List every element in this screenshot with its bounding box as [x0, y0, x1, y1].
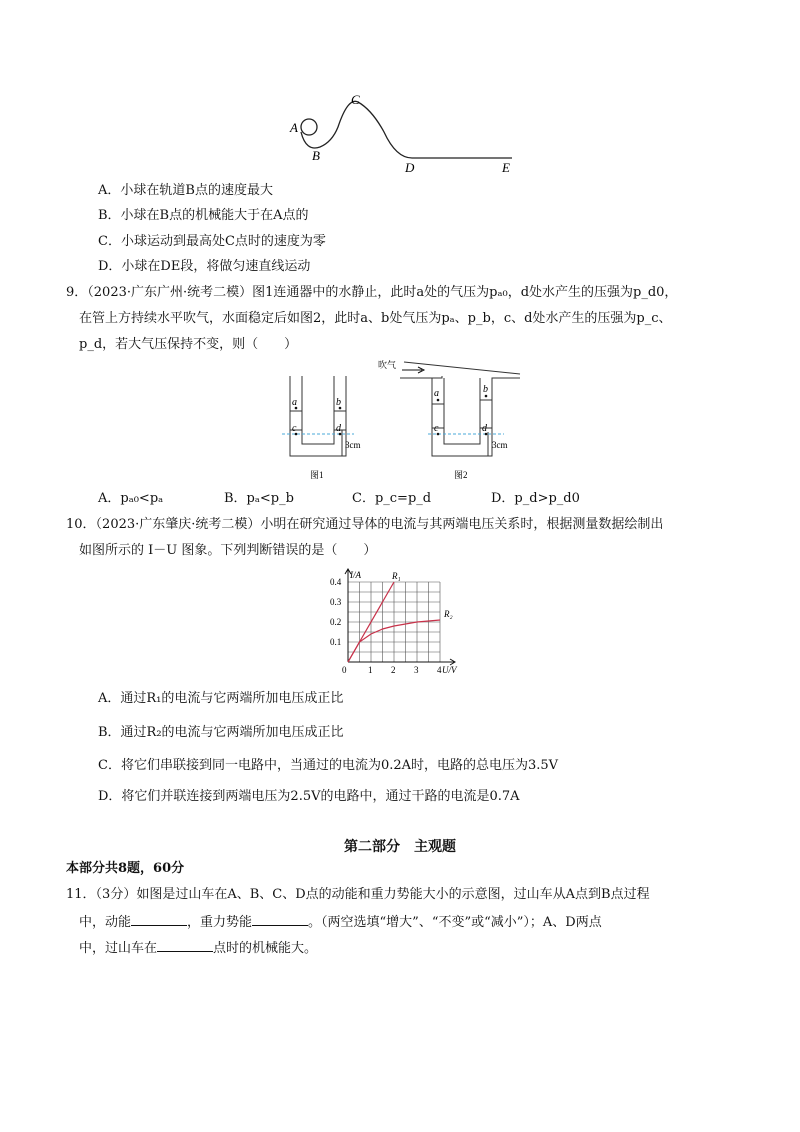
q9-option-c: C．p_c=p_d: [352, 491, 432, 506]
q8-option-d: D．小球在DE段，将做匀速直线运动: [98, 259, 311, 274]
q11-text-3: 。（两空选填“增大”、“不变”或“减小”）；A、D两点: [308, 915, 602, 930]
y-tick-label: 0.4: [330, 577, 342, 587]
iu-chart: [320, 566, 470, 678]
y-axis-label: I/A: [350, 570, 361, 580]
q11-blank-point[interactable]: [157, 939, 213, 952]
q8-option-b: B．小球在B点的机械能大于在A点的: [98, 208, 309, 223]
fig2-label-a: a: [434, 388, 439, 399]
fig2-label-d: d: [482, 423, 487, 434]
q10-option-b: B．通过R₂的电流与它两端所加电压成正比: [98, 725, 344, 740]
label-d: D: [405, 160, 415, 174]
x-tick-label: 2: [391, 665, 396, 675]
q11-blank-kinetic[interactable]: [131, 913, 187, 926]
q11-text-2: ，重力势能: [187, 915, 253, 930]
q10-option-c: C．将它们串联接到同一电路中，当通过的电流为0.2A时，电路的总电压为3.5V: [98, 758, 559, 773]
q8-option-a: A．小球在轨道B点的速度最大: [98, 183, 273, 198]
part2-title: 第二部分 主观题: [344, 839, 456, 855]
connector-figures: [282, 356, 532, 484]
x-tick-label: 3: [414, 665, 419, 675]
y-tick-label: 0.1: [330, 637, 342, 647]
fig1-label-d: d: [336, 423, 341, 434]
fig2-label-b: b: [483, 384, 488, 395]
label-b: B: [312, 148, 320, 163]
q9-stem-line1: 9．（2023·广东广州·统考二模）图1连通器中的水静止，此时a处的气压为pₐ₀，d处水产生的压强为p_d0，: [66, 285, 678, 300]
x-axis-label: U/V: [442, 665, 457, 675]
fig1-height: 3cm: [345, 440, 361, 450]
fig2-label-c: c: [434, 423, 439, 434]
q11-stem-line1: 11．（3分）如图是过山车在A、B、C、D点的动能和重力势能大小的示意图，过山车从A点到B点过程: [66, 887, 650, 902]
q11-blank-potential[interactable]: [252, 913, 308, 926]
q11-text-5: 点时的机械能大。: [213, 941, 318, 956]
fig2-height: 3cm: [492, 440, 508, 450]
label-a: A: [290, 120, 298, 135]
label-e: E: [502, 160, 510, 174]
q10-option-a: A．通过R₁的电流与它两端所加电压成正比: [98, 691, 344, 706]
q10-stem-line2: 如图所示的 I－U 图象。下列判断错误的是（ ）: [79, 543, 377, 558]
q11-stem-line3: [79, 939, 317, 957]
q9-stem-line2: 在管上方持续水平吹气，水面稳定后如图2，此时a、b处气压为pₐ、p_b，c、d处水产生的压强为p_c、: [79, 311, 672, 326]
x-tick-label: 4: [437, 665, 442, 675]
q11-text-1: 中，动能: [79, 915, 132, 930]
x-tick-label: 1: [368, 665, 373, 675]
q11-stem-line2: [79, 913, 602, 931]
blow-label: 吹气: [378, 360, 397, 370]
label-c: C: [351, 92, 360, 107]
q9-option-a: A．pₐ₀<pₐ: [98, 491, 164, 506]
fig2-caption: 图2: [454, 470, 468, 480]
q8-option-c: C．小球运动到最高处C点时的速度为零: [98, 234, 326, 249]
fig1-caption: 图1: [310, 470, 324, 480]
part2-intro: 本部分共8题，60分: [66, 861, 185, 876]
q9-option-b: B．pₐ<p_b: [224, 491, 294, 506]
q10-stem-line1: 10．（2023·广东肇庆·统考二模）小明在研究通过导体的电流与其两端电压关系时，根据测量数据绘制出: [66, 517, 664, 532]
q10-option-d: D．将它们并联连接到两端电压为2.5V的电路中，通过干路的电流是0.7A: [98, 789, 520, 804]
track-figure: [280, 92, 530, 174]
fig1-label-c: c: [292, 423, 297, 434]
y-tick-label: 0.3: [330, 597, 342, 607]
x-tick-label: 0: [342, 665, 347, 675]
y-tick-label: 0.2: [330, 617, 342, 627]
series-r2-label: R₂: [444, 609, 453, 619]
fig1-label-b: b: [336, 397, 341, 408]
fig1-label-a: a: [292, 397, 297, 408]
q11-text-4: 中，过山车在: [79, 941, 158, 956]
q9-stem-line3: p_d，若大气压保持不变，则（ ）: [79, 337, 298, 352]
q9-option-d: D．p_d>p_d0: [491, 491, 580, 506]
series-r1-label: R₁: [392, 571, 401, 581]
